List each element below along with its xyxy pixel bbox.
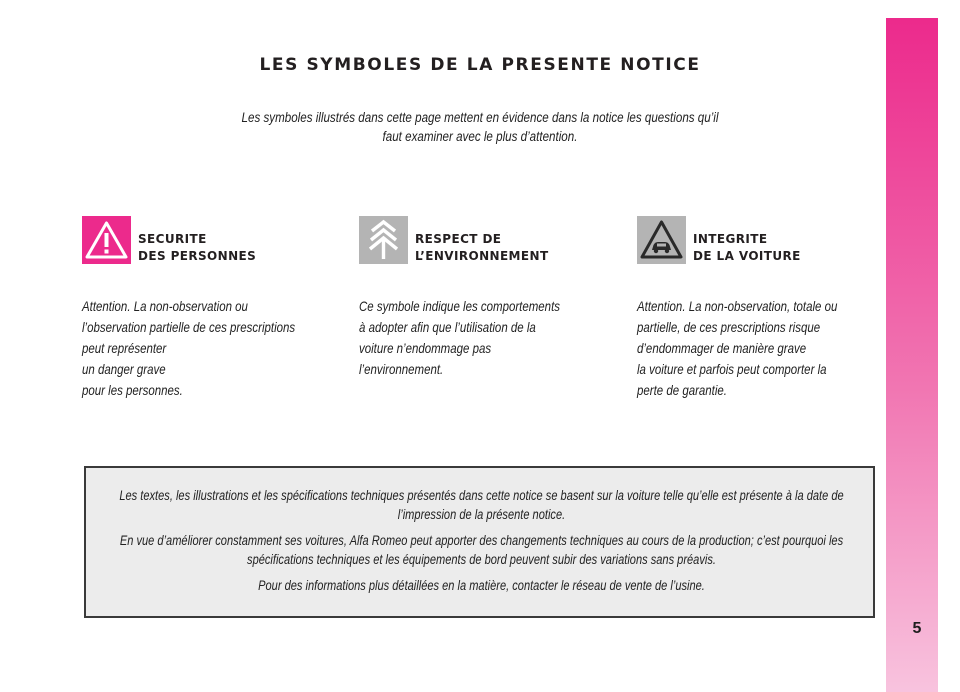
page-number: 5 (912, 620, 922, 637)
symbol-heading: RESPECT DE L’ENVIRONNEMENT (415, 232, 549, 263)
symbol-heading: INTEGRITE DE LA VOITURE (693, 232, 801, 263)
symbol-description: Attention. La non-observation ou l’observation partielle de ces prescriptions peut représenter un danger grave pour les personnes. (82, 298, 296, 398)
symbol-heading: SECURITE DES PERSONNES (138, 232, 257, 263)
notice-paragraph: En vue d’améliorer constamment ses voitures, Alfa Romeo peut apporter des changements techniques au cours de la production; c’est pourquoi les spécifications techniques et les équipements de bord peuvent subir des variations sans préavis. (119, 533, 844, 567)
warning-triangle-icon (82, 216, 131, 264)
page-title: LES SYMBOLES DE LA PRESENTE NOTICE (259, 55, 701, 75)
car-warning-icon (637, 216, 686, 264)
notice-paragraph: Les textes, les illustrations et les spécifications techniques présentés dans cette notice se basent sur la voiture telle qu’elle est présente à la date de l’impression de la présente notice. (119, 488, 844, 522)
notice-box (84, 466, 875, 618)
tree-icon (359, 216, 408, 264)
intro-text: Les symboles illustrés dans cette page mettent en évidence dans la notice les questions qu’il faut examiner avec le plus d’attention. (241, 110, 719, 144)
symbol-description: Ce symbole indique les comportements à adopter afin que l’utilisation de la voiture n’endommage pas l’environnement. (359, 298, 561, 377)
symbol-description: Attention. La non-observation, totale ou partielle, de ces prescriptions risque d’endommager de manière grave la voiture et parfois peut comporter la perte de garantie. (637, 298, 838, 398)
notice-text (108, 486, 855, 602)
side-color-bar (886, 18, 938, 692)
notice-paragraph: Pour des informations plus détaillées en la matière, contacter le réseau de vente de l’usine. (258, 578, 705, 593)
